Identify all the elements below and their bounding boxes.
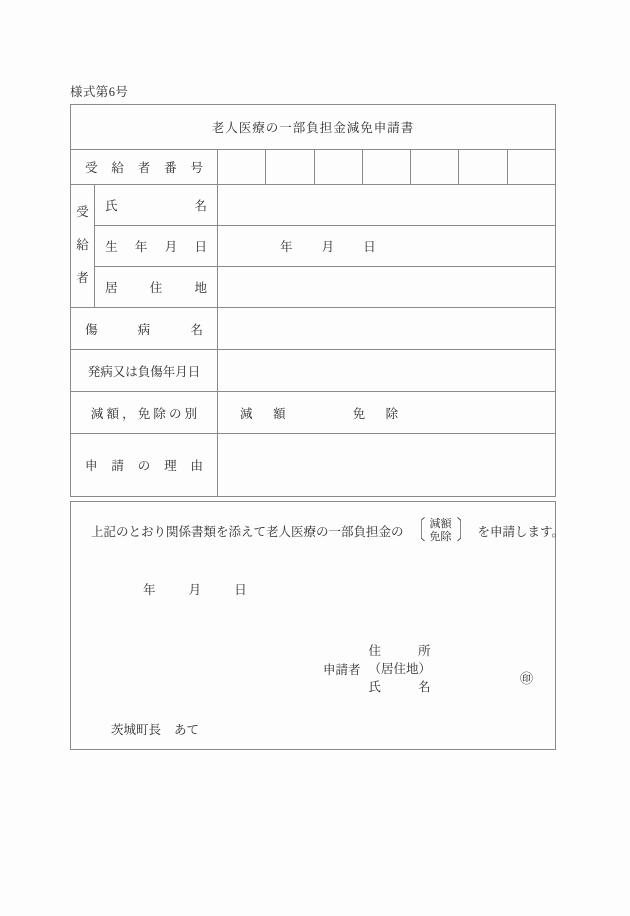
receipt-number-label <box>71 150 218 185</box>
label-disease <box>71 308 218 350</box>
form-number: 様式第6号 <box>70 85 129 99</box>
label-birthdate-text: 生 年 月 日 <box>105 240 207 254</box>
label-onset-date <box>71 350 218 392</box>
recipient-vertical-rail <box>71 185 95 308</box>
field-onset-date[interactable] <box>218 350 556 392</box>
field-disease[interactable] <box>218 308 556 350</box>
applicant-address-label: 住 所 <box>368 644 431 658</box>
addressee-name: 茨城町長 <box>111 723 162 737</box>
label-disease-text: 傷 病 名 <box>85 322 203 337</box>
label-reason <box>71 434 218 497</box>
receipt-number-box-3[interactable] <box>314 150 362 185</box>
receipt-number-box-7[interactable] <box>507 150 555 185</box>
choice-stack <box>430 518 452 545</box>
title-row <box>71 105 556 150</box>
label-onset-date-text: 発病又は負傷年月日 <box>87 364 201 379</box>
applicant-residence-row[interactable] <box>369 660 431 678</box>
submission-month-label: 月 <box>188 583 202 597</box>
receipt-number-box-2[interactable] <box>266 150 314 185</box>
field-reason[interactable] <box>218 434 556 497</box>
applicant-fields <box>369 642 431 696</box>
row-disease <box>71 308 556 350</box>
label-residence-text: 居 住 地 <box>105 281 207 295</box>
option-reduction[interactable]: 減 額 <box>240 406 290 421</box>
addressee-line <box>111 720 199 738</box>
statement-panel <box>70 501 565 750</box>
row-residence <box>71 267 556 308</box>
row-birthdate <box>71 226 556 267</box>
choice-exemption[interactable]: 免除 <box>429 531 452 544</box>
addressee-suffix: あて <box>174 723 200 737</box>
label-residence <box>95 267 218 308</box>
rail-char-2: 給 <box>76 238 89 253</box>
applicant-block <box>323 642 431 696</box>
receipt-number-box-4[interactable] <box>362 150 410 185</box>
receipt-number-label-text: 受 給 者 番 号 <box>85 161 203 175</box>
birthdate-year-label: 年 <box>280 240 293 254</box>
choice-bracket-group <box>405 518 477 545</box>
seal-icon: ㊞ <box>520 671 534 686</box>
option-exemption[interactable]: 免 除 <box>352 406 403 421</box>
receipt-number-box-1[interactable] <box>218 150 266 185</box>
applicant-name-row[interactable] <box>369 678 431 696</box>
receipt-number-box-6[interactable] <box>459 150 507 185</box>
field-residence[interactable] <box>218 267 556 308</box>
row-name <box>71 185 556 226</box>
submission-year-label: 年 <box>143 583 156 597</box>
bracket-left: 〔 <box>410 516 425 546</box>
statement-text-after: を申請します。 <box>477 525 565 540</box>
reduction-type-options <box>240 404 402 422</box>
statement-text-before: 上記のとおり関係書類を添えて老人医療の一部負担金の <box>91 525 404 540</box>
rail-char-3: 者 <box>76 271 89 286</box>
statement-sentence <box>91 518 564 545</box>
label-reason-text: 申 請 の 理 由 <box>85 459 203 473</box>
rail-char-1: 受 <box>76 204 89 219</box>
label-name-text: 氏 名 <box>105 199 207 213</box>
field-birthdate[interactable] <box>218 226 556 267</box>
applicant-residence-label: （居住地） <box>368 662 432 677</box>
label-reduction-type <box>71 392 218 434</box>
row-onset-date <box>71 350 556 392</box>
form-title: 老人医療の一部負担金減免申請書 <box>71 105 556 150</box>
submission-day-label: 日 <box>234 583 247 597</box>
label-name <box>95 185 218 226</box>
label-reduction-type-text: 減 額 ， 免 除 の 別 <box>90 406 198 421</box>
choice-reduction[interactable]: 減額 <box>429 518 452 530</box>
birthdate-placeholder <box>280 237 376 255</box>
applicant-label: 申請者 <box>323 663 361 678</box>
submission-date-line[interactable] <box>143 580 247 598</box>
label-birthdate <box>95 226 218 267</box>
birthdate-day-label: 日 <box>363 240 376 254</box>
field-reduction-type[interactable] <box>218 392 556 434</box>
birthdate-month-label: 月 <box>321 240 335 254</box>
applicant-address-row[interactable] <box>369 642 431 660</box>
bracket-right: 〕 <box>456 516 471 546</box>
receipt-number-row <box>71 150 556 185</box>
row-reduction-type <box>71 392 556 434</box>
application-form-table <box>70 104 556 497</box>
field-name[interactable] <box>218 185 556 226</box>
receipt-number-box-5[interactable] <box>411 150 459 185</box>
row-reason <box>71 434 556 497</box>
applicant-name-label: 氏 名 <box>368 680 431 695</box>
